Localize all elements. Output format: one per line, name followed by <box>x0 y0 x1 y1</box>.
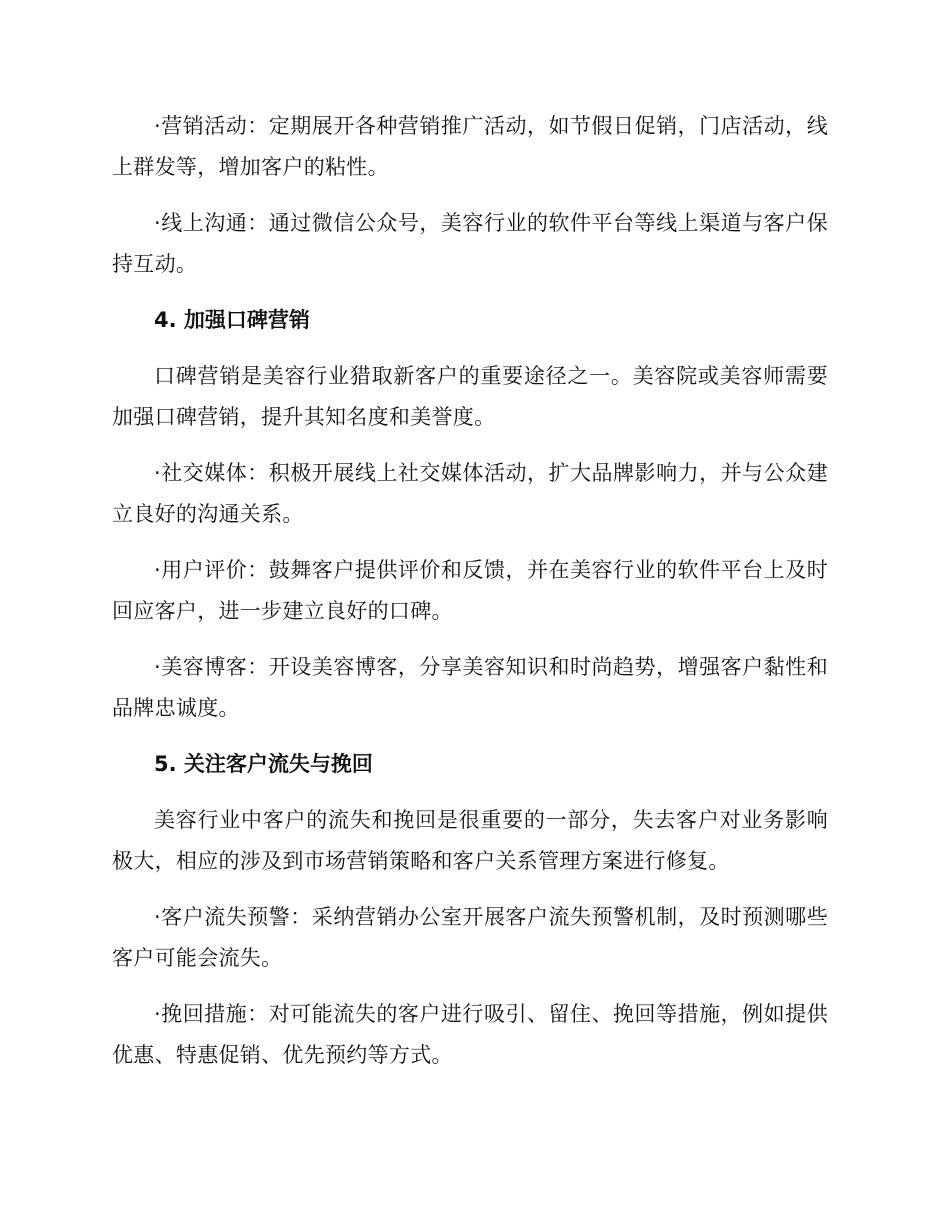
paragraph-customer-churn-intro: 美容行业中客户的流失和挽回是很重要的一部分，失去客户对业务影响极大，相应的涉及到市场营销策略和客户关系管理方案进行修复。 <box>112 808 828 873</box>
section-heading-customer-churn: 5. 关注客户流失与挽回 <box>154 752 373 776</box>
bullet-win-back-measures: ·挽回措施：对可能流失的客户进行吸引、留住、挽回等措施，例如提供优惠、特惠促销、优先预约等方式。 <box>112 1002 828 1067</box>
document-body <box>112 106 828 1091</box>
bullet-churn-warning: ·客户流失预警：采纳营销办公室开展客户流失预警机制，及时预测哪些客户可能会流失。 <box>112 905 828 970</box>
bullet-user-reviews: ·用户评价：鼓舞客户提供评价和反馈，并在美容行业的软件平台上及时回应客户，进一步建立良好的口碑。 <box>112 558 828 623</box>
paragraph-word-of-mouth-intro: 口碑营销是美容行业猎取新客户的重要途径之一。美容院或美容师需要加强口碑营销，提升其知名度和美誉度。 <box>112 364 828 429</box>
bullet-social-media: ·社交媒体：积极开展线上社交媒体活动，扩大品牌影响力，并与公众建立良好的沟通关系。 <box>112 461 828 526</box>
section-heading-word-of-mouth: 4. 加强口碑营销 <box>154 308 310 332</box>
bullet-online-communication: ·线上沟通：通过微信公众号，美容行业的软件平台等线上渠道与客户保持互动。 <box>112 211 828 276</box>
bullet-marketing-activities: ·营销活动：定期展开各种营销推广活动，如节假日促销，门店活动，线上群发等，增加客户的粘性。 <box>112 114 828 179</box>
bullet-beauty-blog: ·美容博客：开设美容博客，分享美容知识和时尚趋势，增强客户黏性和品牌忠诚度。 <box>112 655 828 720</box>
